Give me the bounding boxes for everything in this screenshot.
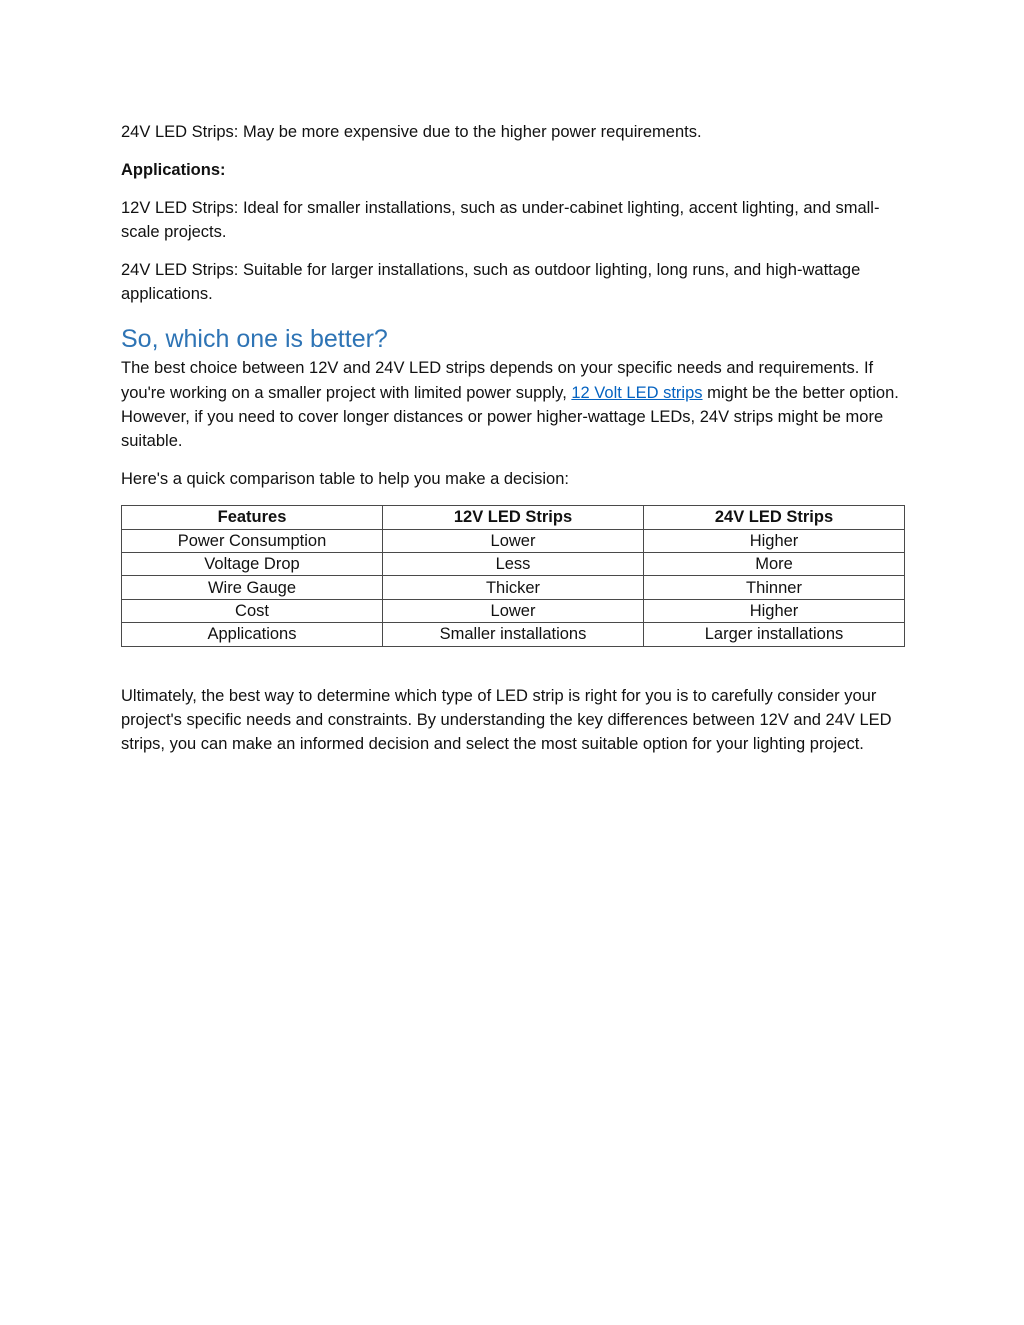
applications-24v-paragraph: 24V LED Strips: Suitable for larger installations, such as outdoor lighting, long runs, and high-wattage applications. <box>121 260 861 303</box>
recommendation-paragraph <box>121 356 906 453</box>
recommendation-text-start: The best choice between 12V and 24V LED strips depends on your specific needs and requirements. If you're working on a smaller project with limited power supply, <box>121 359 874 402</box>
table-row <box>122 576 905 599</box>
applications-12v-paragraph: 12V LED Strips: Ideal for smaller installations, such as under-cabinet lighting, accent lighting, and small-scale projects. <box>121 198 880 241</box>
table-cell-24v: Larger installations <box>644 623 905 646</box>
table-cell-feature: Voltage Drop <box>122 553 383 576</box>
table-row <box>122 529 905 552</box>
header-12v: 12V LED Strips <box>383 506 644 529</box>
12-volt-led-strips-link[interactable]: 12 Volt LED strips <box>571 383 703 402</box>
table-row <box>122 623 905 646</box>
table-cell-12v: Less <box>383 553 644 576</box>
table-cell-feature: Applications <box>122 623 383 646</box>
table-cell-24v: Thinner <box>644 576 905 599</box>
table-cell-12v: Thicker <box>383 576 644 599</box>
table-row <box>122 599 905 622</box>
table-cell-24v: More <box>644 553 905 576</box>
applications-heading: Applications: <box>121 160 226 179</box>
header-24v: 24V LED Strips <box>644 506 905 529</box>
table-cell-feature: Power Consumption <box>122 529 383 552</box>
table-cell-feature: Cost <box>122 599 383 622</box>
table-intro-paragraph: Here's a quick comparison table to help you make a decision: <box>121 469 569 488</box>
table-cell-12v: Lower <box>383 599 644 622</box>
table-cell-12v: Lower <box>383 529 644 552</box>
document-body <box>121 120 906 770</box>
table-row <box>122 553 905 576</box>
table-header-row <box>122 506 905 529</box>
table-cell-12v: Smaller installations <box>383 623 644 646</box>
conclusion-paragraph: Ultimately, the best way to determine which type of LED strip is right for you is to carefully consider your project's specific needs and constraints. By understanding the key differences between 12V and 24V LED strips, you can make an informed decision and select the most suitable option for your lighting project. <box>121 686 892 754</box>
table-cell-24v: Higher <box>644 529 905 552</box>
intro-paragraph: 24V LED Strips: May be more expensive due to the higher power requirements. <box>121 123 702 141</box>
header-features: Features <box>122 506 383 529</box>
comparison-table <box>121 505 905 646</box>
table-cell-24v: Higher <box>644 599 905 622</box>
section-heading: So, which one is better? <box>121 325 388 354</box>
table-cell-feature: Wire Gauge <box>122 576 383 599</box>
recommendation-text-end: might be the better option. However, if you need to cover longer distances or power higher-wattage LEDs, 24V strips might be more suitable. <box>121 383 899 451</box>
